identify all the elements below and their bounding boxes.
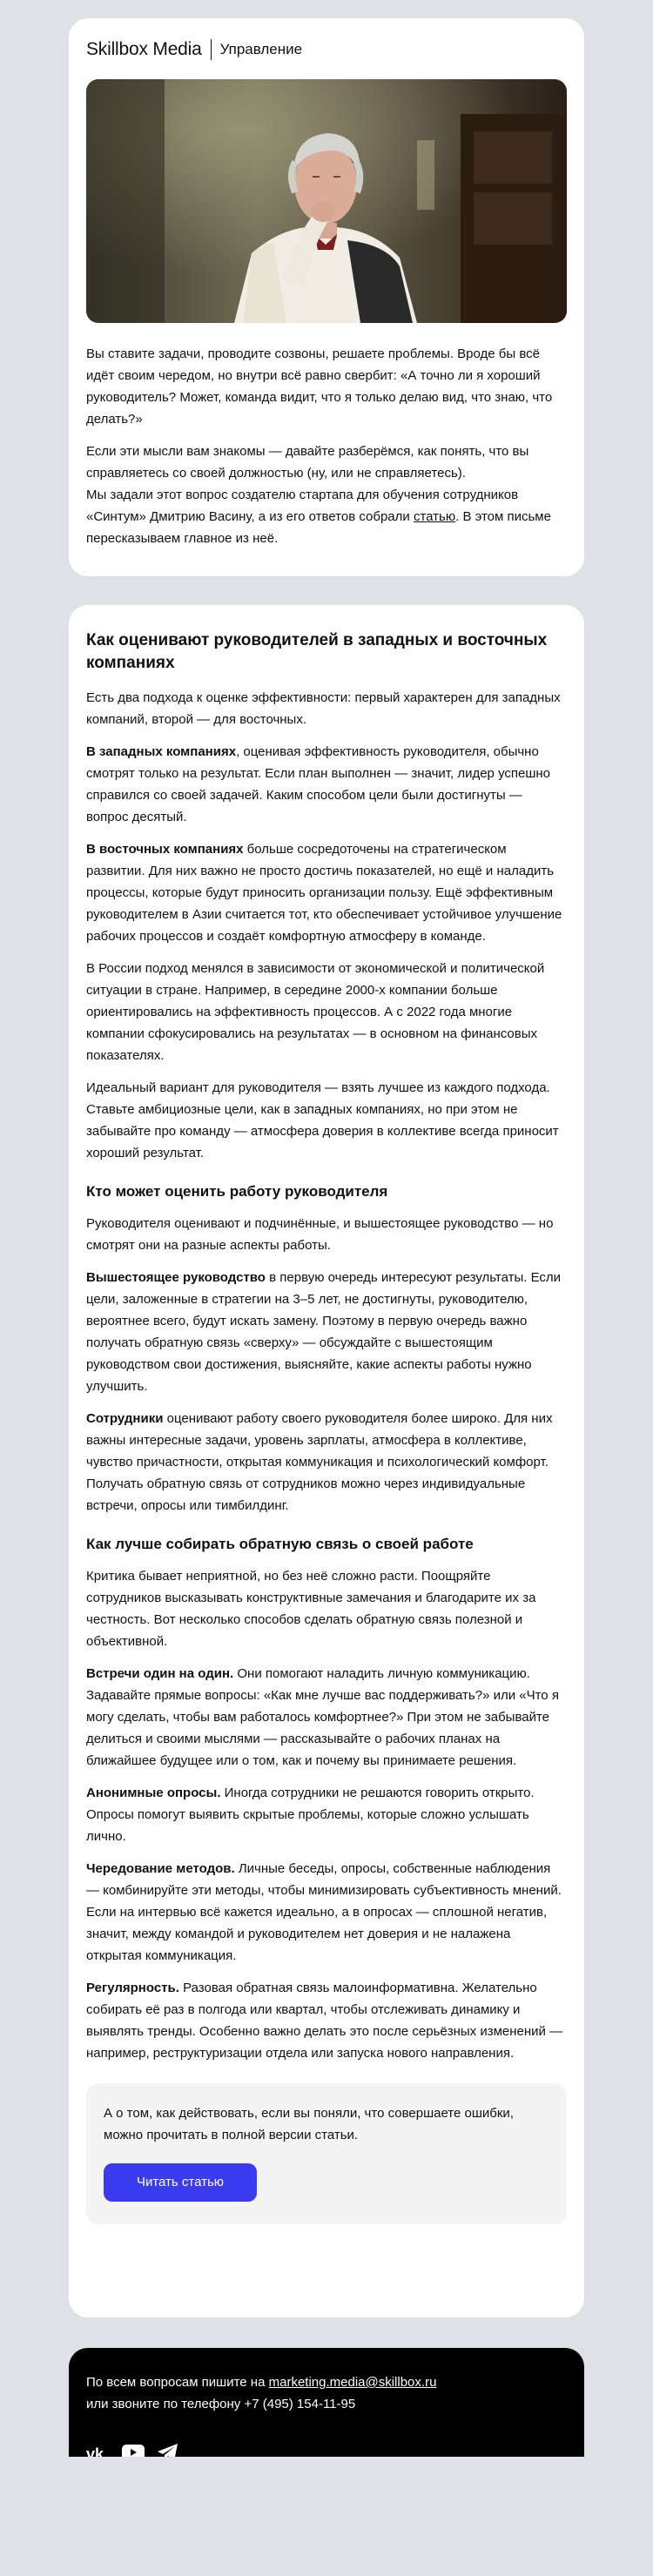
paragraph-text: Личные беседы, опросы, собственные наблюдения — комбинируйте эти методы, чтобы минимизировать субъективность мнений. Если на интервью всё кажется идеально, а в опросах — сплошной негатив, значит, между командой и руководителем нет доверия и не налажена открытая коммуникация. [86, 1861, 562, 1963]
intro-text-span: . В этом письме пересказываем главное из неё. [86, 509, 551, 546]
section-heading: Как лучше собирать обратную связь о своей работе [86, 1536, 474, 1552]
intro-text [86, 343, 567, 560]
paragraph: Руководителя оценивают и подчинённые, и вышестоящее руководство — но смотрят они на разные аспекты работы. [86, 1216, 554, 1253]
paragraph [86, 1977, 567, 2064]
read-article-button[interactable]: Читать статью [104, 2163, 257, 2202]
cta-box [86, 2083, 567, 2224]
bold-lead: В восточных компаниях [86, 842, 244, 857]
footer-text: По всем вопросам пишите на [86, 2375, 269, 2390]
bold-lead: Сотрудники [86, 1411, 164, 1426]
bold-lead: Вышестоящее руководство [86, 1270, 266, 1285]
paragraph: Идеальный вариант для руководителя — взять лучшее из каждого подхода. Ставьте амбициозные цели, как в западных компаниях, но при этом не забывайте про команду — атмосфера доверия в коллективе всегда приносит хороший результат. [86, 1080, 559, 1160]
bold-lead: Чередование методов. [86, 1861, 235, 1876]
article-link[interactable]: статью [413, 509, 456, 524]
intro-paragraph: Вы ставите задачи, проводите созвоны, решаете проблемы. Вроде бы всё идёт своим чередом, но внутри всё равно свербит: «А точно ли я хороший руководитель? Может, команда видит, что я только делаю вид, что знаю, что делать?» [86, 346, 553, 427]
section-name: Управление [219, 41, 303, 57]
paragraph-text: оценивают работу своего руководителя более широко. Для них важны интересные задачи, уровень зарплаты, атмосфера в коллективе, чувство причастности, открытая коммуникация и психологический комфорт. Получать обратную связь от сотрудников можно через индивидуальные встречи, опросы или тимбилдинг. [86, 1411, 553, 1513]
footer-phone-line: или звоните по телефону +7 (495) 154-11-95 [86, 2397, 356, 2411]
paragraph: В России подход менялся в зависимости от экономической и политической ситуации в стране. Например, в середине 2000-х компании больше ориентировались на эффективность процессов. А с 2022 года многие компании сфокусировались на результатах — в основном на финансовых показателях. [86, 961, 545, 1063]
header-logo[interactable] [86, 37, 302, 62]
bold-lead: Анонимные опросы. [86, 1786, 221, 1800]
paragraph [86, 838, 567, 947]
footer-contact-line [86, 2371, 436, 2393]
hero-photo-man-thinking [86, 79, 567, 323]
telegram-icon[interactable] [156, 2442, 180, 2457]
svg-text:vk: vk [86, 2445, 104, 2463]
bold-lead: Встречи один на один. [86, 1666, 234, 1681]
paragraph-text: в первую очередь интересуют результаты. Если цели, заложенные в стратегии на 3–5 лет, не достигнуты, руководителю, вероятнее всего, будут искать замену. Поэтому в первую очередь важно получать обратную связь «сверху» — обсуждайте с вышестоящим руководством свои достижения, выясняйте, какие аспекты работы нужно улучшить. [86, 1270, 562, 1394]
paragraph: Критика бывает неприятной, но без неё сложно расти. Поощряйте сотрудников высказывать конструктивные замечания и благодарите их за честность. Вот несколько способов сделать обратную связь полезной и объективной. [86, 1569, 536, 1649]
vk-icon[interactable] [86, 2442, 111, 2463]
paragraph-text: Иногда сотрудники не решаются говорить открыто. Опросы помогут выявить скрытые проблемы, которые сложно услышать лично. [86, 1786, 535, 1844]
paragraph [86, 741, 567, 828]
paragraph-text: Они помогают наладить личную коммуникацию. Задавайте прямые вопросы: «Как мне лучше вас поддерживать?» или «Что я могу сделать, чтобы вам работалось комфортнее?» При этом не забывайте делиться и своими мыслями — рассказывайте о рабочих планах на ближайшее будущее или о том, как и почему вы принимаете решения. [86, 1666, 559, 1768]
intro-card [69, 18, 584, 576]
section-heading: Как оценивают руководителей в западных и восточных компаниях [86, 631, 548, 672]
paragraph [86, 1782, 567, 1847]
paragraph [86, 1858, 567, 1967]
paragraph-text: Разовая обратная связь малоинформативна. Желательно собирать её раз в полгода или квартал, чтобы отслеживать динамику и выявлять тренды. Особенно важно делать это после серьёзных изменений — например, реструктуризации отдела или запуска нового направления. [86, 1981, 563, 2061]
footer [69, 2348, 584, 2463]
bold-lead: Регулярность. [86, 1981, 179, 1995]
section-heading: Кто может оценить работу руководителя [86, 1183, 388, 1200]
paragraph [86, 1408, 567, 1517]
paragraph [86, 1267, 567, 1397]
paragraph-text: , оценивая эффективность руководителя, обычно смотрят только на результат. Если план выполнен — значит, лидер успешно справился со своей задачей. Каким способом цели были достигнуты — вопрос десятый. [86, 744, 551, 824]
logo-divider [211, 39, 212, 60]
paragraph [86, 1663, 567, 1772]
article-body [86, 629, 567, 2224]
paragraph-text: больше сосредоточены на стратегическом развитии. Для них важно не просто достичь показателей, но ещё и наладить процессы, которые будут приносить организации пользу. Ещё эффективным руководителем в Азии считается тот, кто обеспечивает устойчивое улучшение рабочих процессов и создаёт комфортную атмосферу в команде. [86, 842, 562, 944]
youtube-icon[interactable] [121, 2442, 145, 2457]
brand-name: Skillbox Media [86, 39, 202, 59]
cta-text: А о том, как действовать, если вы поняли, что совершаете ошибки, можно прочитать в полной версии статьи. [104, 2106, 514, 2142]
email-link[interactable]: marketing.media@skillbox.ru [268, 2375, 437, 2390]
article-card [69, 605, 584, 2317]
intro-text-span: Если эти мысли вам знакомы — давайте разберёмся, как понять, что вы справляетесь со своей должностью (ну, или не справляетесь). [86, 444, 529, 481]
hero-image[interactable] [86, 79, 567, 323]
paragraph: Есть два подхода к оценке эффективности: первый характерен для западных компаний, второй — для восточных. [86, 690, 561, 727]
bold-lead: В западных компаниях [86, 744, 237, 759]
intro-text-span: Мы задали этот вопрос создателю стартапа для обучения сотрудников «Синтум» Дмитрию Васину, а из его ответов собрали [86, 488, 519, 524]
intro-paragraph [86, 441, 567, 549]
